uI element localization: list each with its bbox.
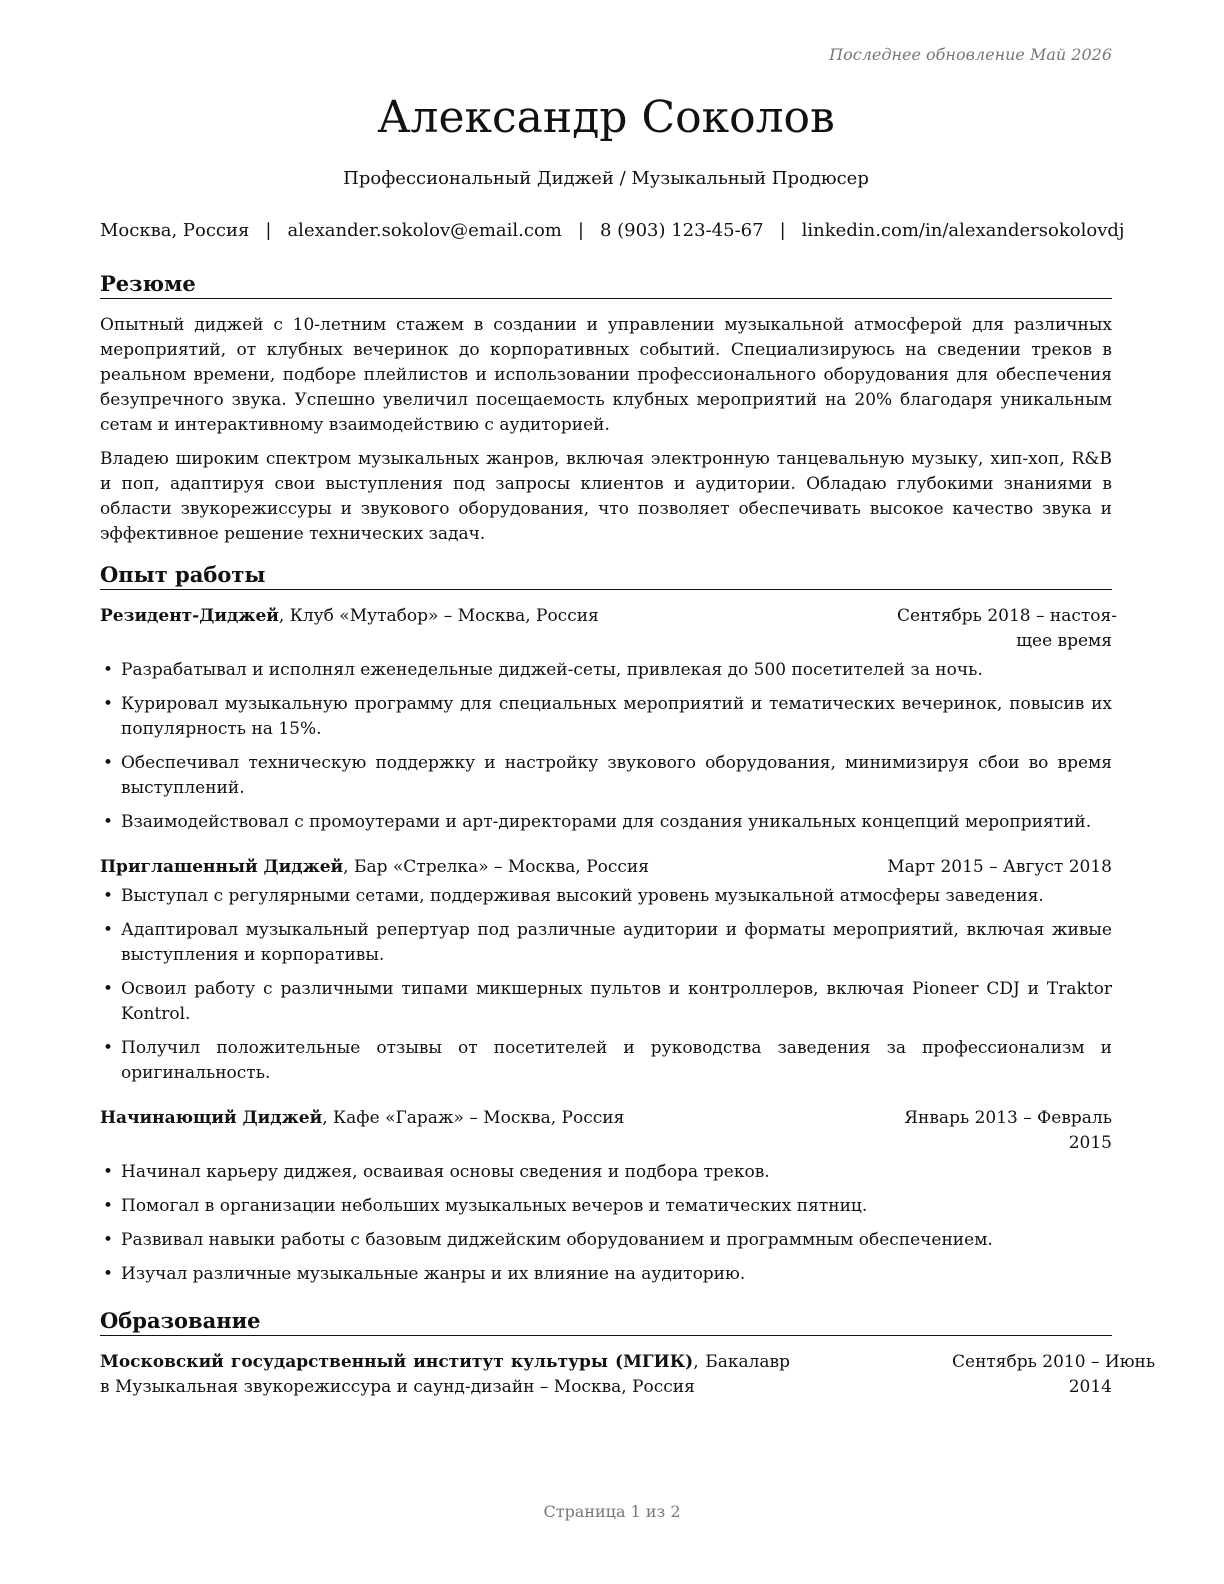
list-item: • Курировал музыкальную программу для специальных мероприятий и тематических вечеринок, повысив их популярность на 15%. — [100, 692, 1112, 742]
list-item: • Получил положительные отзывы от посетителей и руководства заведения за профессионализм и оригинальность. — [100, 1036, 1112, 1086]
list-item: • Помогал в организации небольших музыкальных вечеров и тематических пятниц. — [100, 1194, 1112, 1219]
list-item: • Изучал различные музыкальные жанры и их влияние на аудиторию. — [100, 1262, 1112, 1287]
list-item: • Освоил работу с различными типами микшерных пультов и контроллеров, включая Pioneer CDJ и Traktor Kontrol. — [100, 977, 1112, 1027]
contact-linkedin[interactable]: linkedin.com/in/alexandersokolovdj — [801, 220, 1125, 241]
job-entry — [100, 1106, 1112, 1287]
contact-separator: | — [779, 220, 786, 241]
list-item: • Разрабатывал и исполнял еженедельные диджей-сеты, привлекая до 500 посетителей за ночь. — [100, 658, 1112, 683]
list-item: • Начинал карьеру диджея, осваивая основы сведения и подбора треков. — [100, 1160, 1112, 1185]
resume-page — [100, 0, 1156, 1584]
job-dates-line: Январь 2013 – Февраль — [904, 1108, 1112, 1128]
contact-location: Москва, Россия — [100, 220, 250, 241]
job-dates-line: Сентябрь 2018 – настоя- — [897, 606, 1117, 626]
job-bullets — [100, 658, 1112, 835]
list-item: • Развивал навыки работы с базовым диджейским оборудованием и программным обеспечением. — [100, 1228, 1112, 1253]
job-place: , Клуб «Мутабор» – Москва, Россия — [278, 606, 599, 626]
list-item: • Обеспечивал техническую поддержку и настройку звукового оборудования, минимизируя сбои во время выступлений. — [100, 751, 1112, 801]
job-place: , Кафе «Гараж» – Москва, Россия — [322, 1108, 625, 1128]
contact-separator: | — [577, 220, 584, 241]
education-entry — [100, 1350, 1156, 1400]
contact-phone: 8 (903) 123-45-67 — [599, 220, 764, 241]
education-degree: , Бакалавр в Музыкальная звукорежиссура и саунд-дизайн – Москва, Россия — [100, 1352, 790, 1397]
job-bullets — [100, 1160, 1112, 1287]
job-header — [100, 1106, 1112, 1156]
education-institution: Московский государственный институт культуры (МГИК) — [100, 1352, 694, 1372]
job-dates — [904, 1106, 1112, 1156]
section-title-summary: Резюме — [100, 270, 1112, 299]
education-section — [100, 1307, 1156, 1400]
education-dates-line: 2014 — [1068, 1377, 1112, 1397]
contact-line — [100, 218, 1125, 244]
job-dates — [897, 604, 1117, 654]
last-updated: Последнее обновление Май 2026 — [829, 45, 1112, 64]
job-dates-line: Март 2015 – Август 2018 — [887, 857, 1112, 877]
job-title: Профессиональный Диджей / Музыкальный Продюсер — [343, 168, 869, 189]
summary-paragraph: Владею широким спектром музыкальных жанров, включая электронную танцевальную музыку, хип-хоп, R&B и поп, адаптируя свои выступления под запросы клиентов и аудитории. Обладаю глубокими знаниями в области звукорежиссуры и звукового оборудования, что позволяет обеспечивать высокое качество звука и эффективное решение технических задач. — [100, 449, 1112, 544]
candidate-name: Александр Соколов — [377, 92, 835, 143]
job-entry — [100, 855, 1112, 1086]
section-title-education: Образование — [100, 1307, 1112, 1336]
contact-email[interactable]: alexander.sokolov@email.com — [287, 220, 562, 241]
job-place: , Бар «Стрелка» – Москва, Россия — [343, 857, 649, 877]
job-position — [100, 604, 897, 654]
job-bullets — [100, 884, 1112, 1086]
job-role: Резидент-Диджей — [100, 606, 279, 626]
job-position — [100, 1106, 904, 1156]
page-number: Страница 1 из 2 — [543, 1502, 681, 1521]
experience-section — [100, 561, 1117, 1287]
list-item: • Адаптировал музыкальный репертуар под различные аудитории и форматы мероприятий, включая живые выступления и корпоративы. — [100, 918, 1112, 968]
education-program — [100, 1350, 790, 1400]
job-role: Приглашенный Диджей — [100, 857, 344, 877]
list-item: • Взаимодействовал с промоутерами и арт-директорами для создания уникальных концепций мероприятий. — [100, 810, 1112, 835]
job-header — [100, 604, 1117, 654]
resume-content — [100, 270, 1156, 1406]
job-header — [100, 855, 1112, 880]
education-dates — [952, 1350, 1156, 1400]
job-dates-line: щее время — [1016, 631, 1112, 651]
contact-separator: | — [265, 220, 272, 241]
job-position — [100, 855, 887, 880]
section-title-experience: Опыт работы — [100, 561, 1112, 590]
summary-paragraph: Опытный диджей с 10-летним стажем в создании и управлении музыкальной атмосферой для различных мероприятий, от клубных вечеринок до корпоративных событий. Специализируюсь на сведении треков в реальном времени, подборе плейлистов и использовании профессионального оборудования для обеспечения безупречного звука. Успешно увеличил посещаемость клубных мероприятий на 20% благодаря уникальным сетам и интерактивному взаимодействию с аудиторией. — [100, 315, 1112, 435]
job-dates-line: 2015 — [1068, 1133, 1112, 1153]
job-entry — [100, 604, 1117, 835]
list-item: • Выступал с регулярными сетами, поддерживая высокий уровень музыкальной атмосферы заведения. — [100, 884, 1112, 909]
job-dates — [887, 855, 1112, 880]
job-role: Начинающий Диджей — [100, 1108, 323, 1128]
education-dates-line: Сентябрь 2010 – Июнь — [952, 1352, 1156, 1372]
summary-section — [100, 270, 1112, 547]
